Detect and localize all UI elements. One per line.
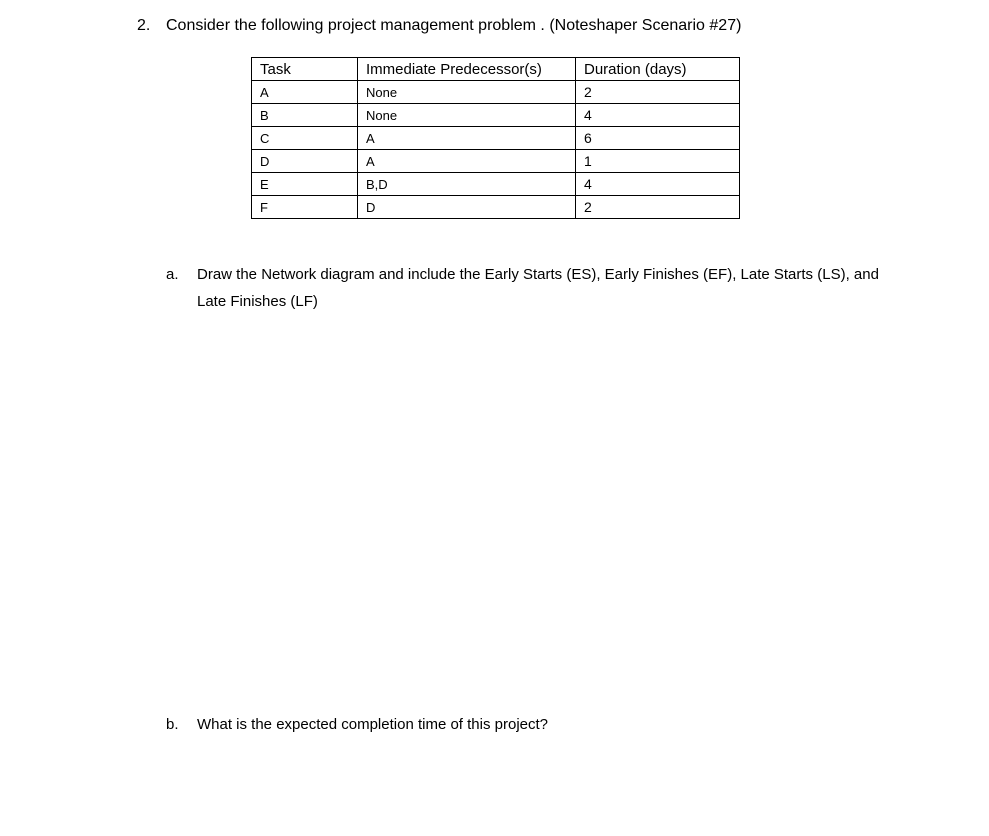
question-prompt: Consider the following project management problem . (Noteshaper Scenario #27) [166, 17, 742, 34]
duration-cell: 2 [576, 196, 740, 219]
table-row [252, 127, 740, 150]
task-cell: D [252, 150, 358, 173]
table-row [252, 150, 740, 173]
part-b-label: b. [166, 716, 179, 733]
duration-cell: 4 [576, 173, 740, 196]
header-duration: Duration (days) [576, 58, 740, 81]
duration-cell: 4 [576, 104, 740, 127]
duration-cell: 1 [576, 150, 740, 173]
part-b [166, 711, 887, 738]
header-task: Task [252, 58, 358, 81]
table-row [252, 81, 740, 104]
table-row [252, 104, 740, 127]
question-number: 2. [137, 17, 151, 34]
table-row [252, 196, 740, 219]
predecessor-cell: A [358, 150, 576, 173]
task-cell: E [252, 173, 358, 196]
predecessor-cell: A [358, 127, 576, 150]
duration-cell: 2 [576, 81, 740, 104]
question-heading [137, 16, 741, 36]
task-cell: C [252, 127, 358, 150]
predecessor-cell: None [358, 81, 576, 104]
table-header-row [252, 58, 740, 81]
duration-cell: 6 [576, 127, 740, 150]
part-a [166, 261, 887, 315]
table-row [252, 173, 740, 196]
task-cell: B [252, 104, 358, 127]
predecessor-cell: D [358, 196, 576, 219]
task-cell: F [252, 196, 358, 219]
predecessor-cell: None [358, 104, 576, 127]
part-a-text: Draw the Network diagram and include the Early Starts (ES), Early Finishes (EF), Late Starts (LS), and Late Finishes (LF) [197, 266, 879, 310]
task-table [251, 57, 740, 219]
predecessor-cell: B,D [358, 173, 576, 196]
header-predecessors: Immediate Predecessor(s) [358, 58, 576, 81]
task-cell: A [252, 81, 358, 104]
part-a-label: a. [166, 266, 179, 283]
part-b-text: What is the expected completion time of this project? [197, 716, 549, 733]
